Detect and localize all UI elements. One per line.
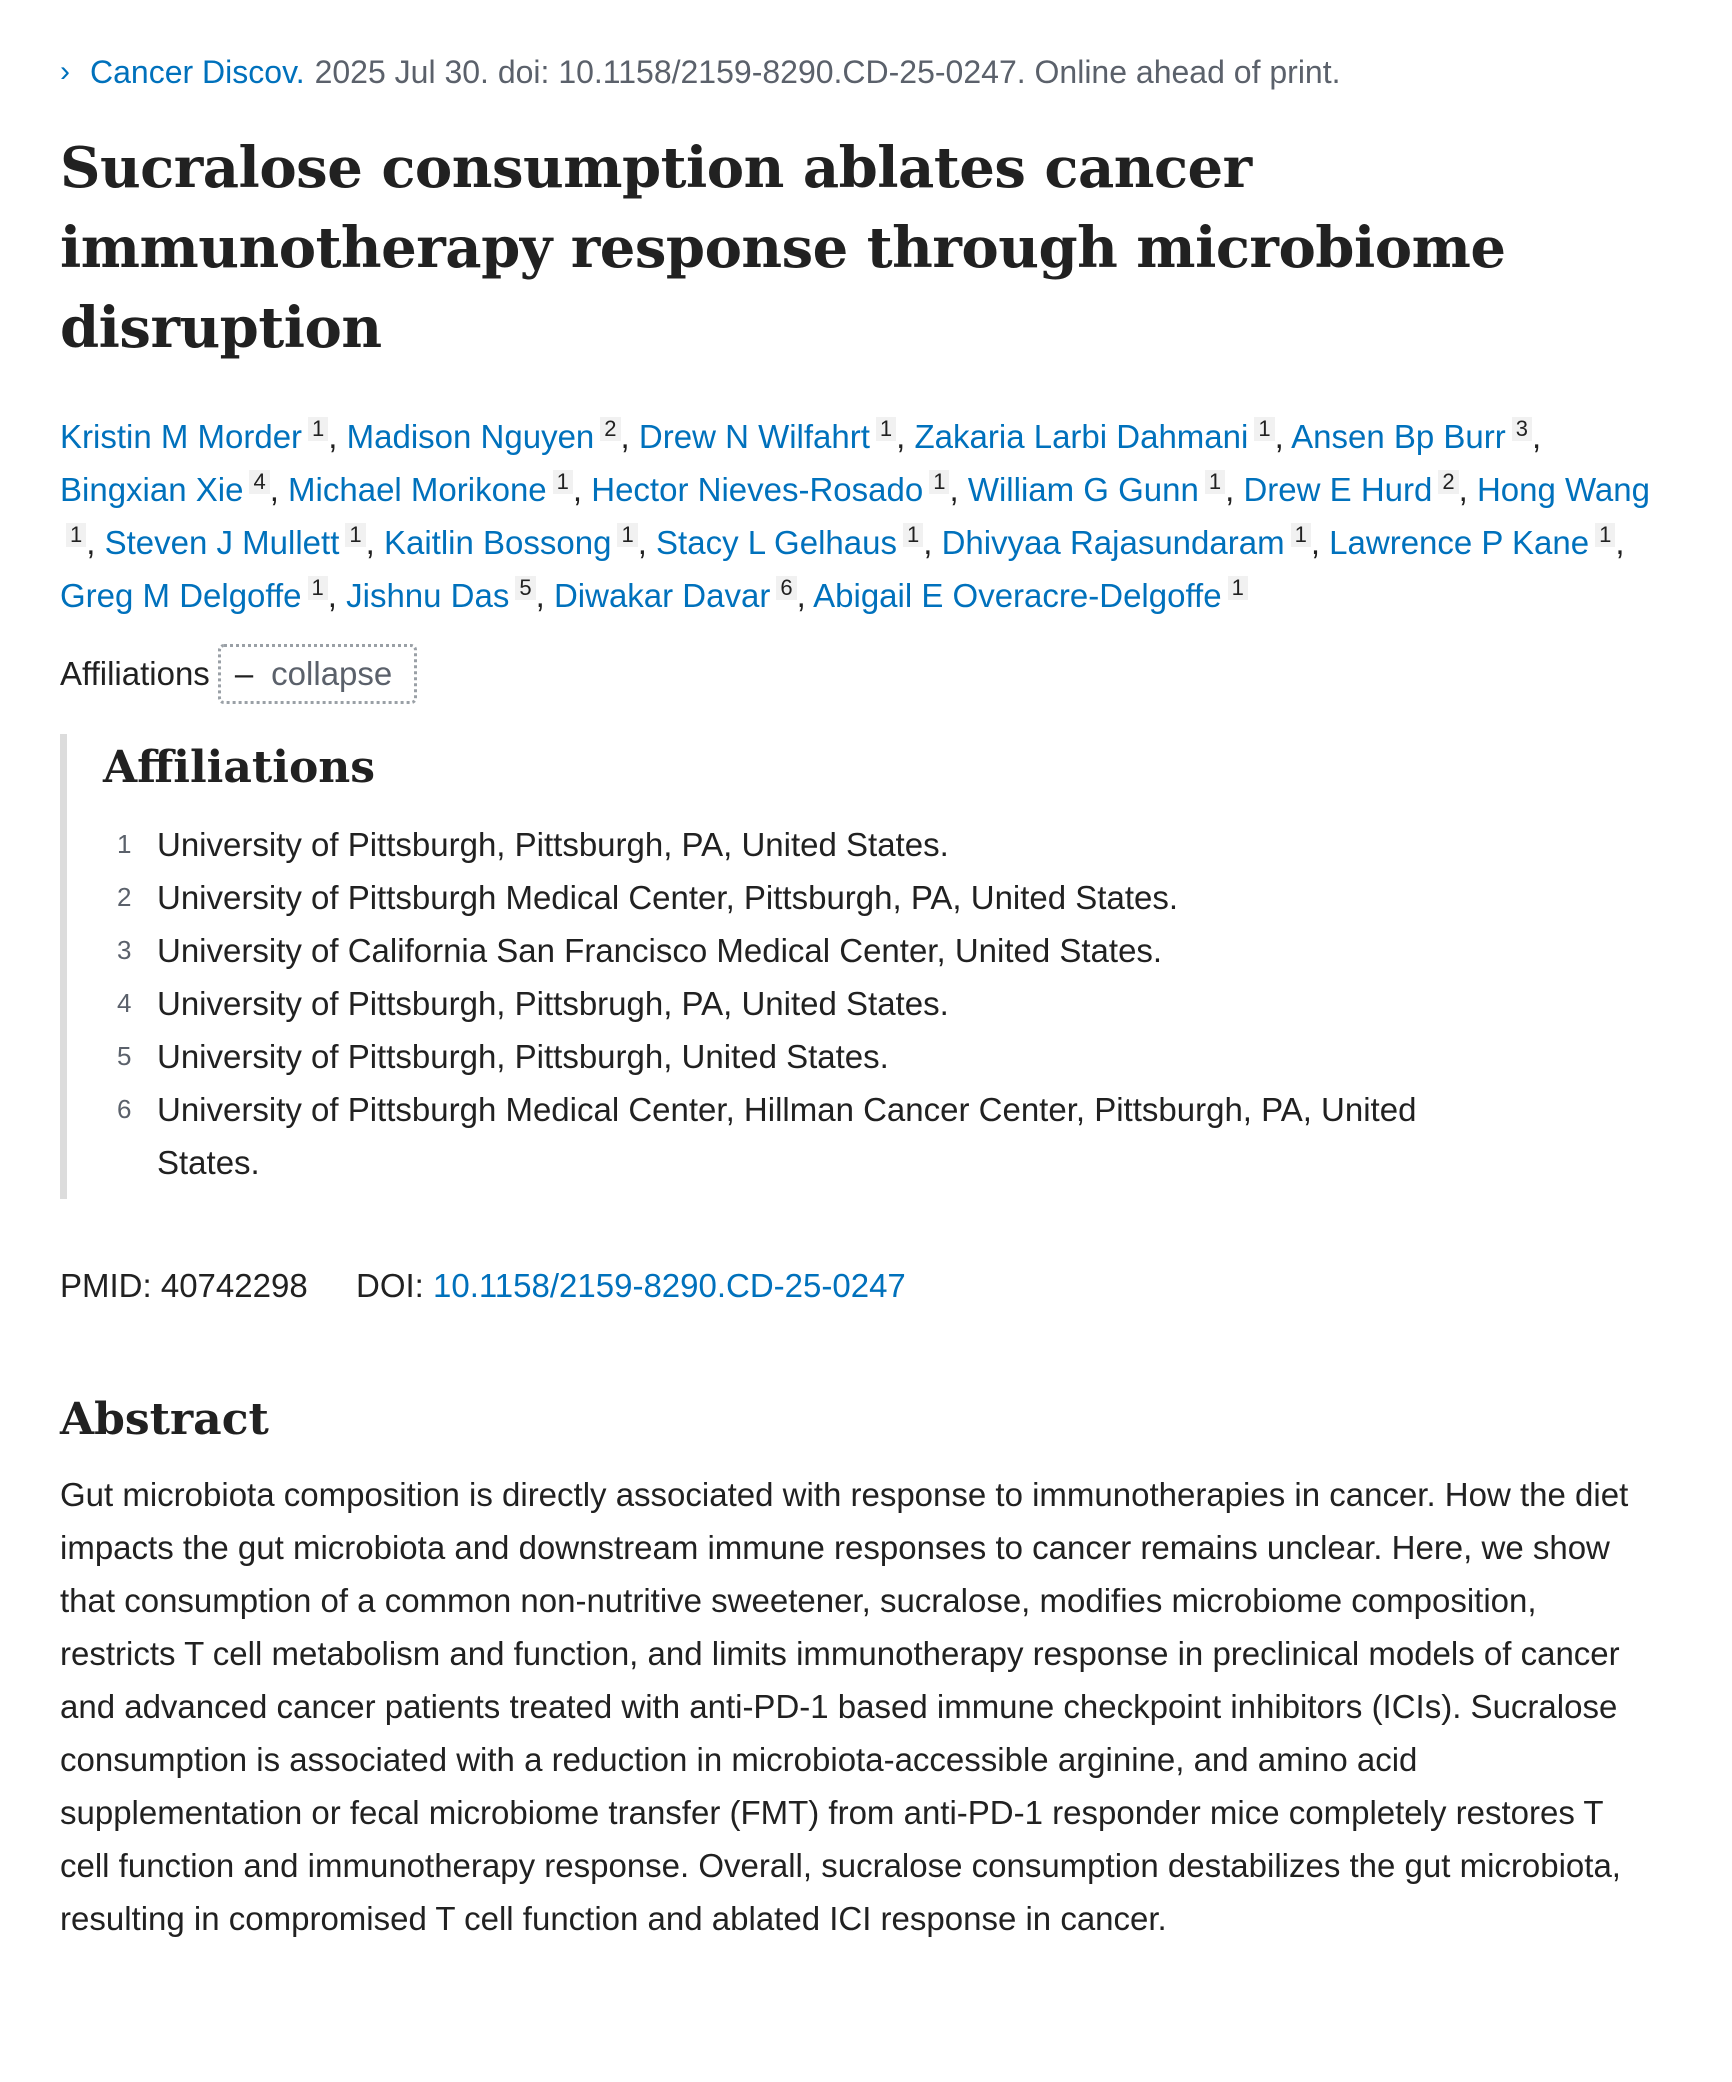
affiliation-ref-button[interactable]: 1 — [1205, 470, 1225, 494]
affiliations-heading: Affiliations — [103, 742, 376, 793]
affiliation-item — [103, 1030, 1563, 1083]
affiliation-ref-button[interactable]: 2 — [600, 417, 620, 441]
author-link[interactable]: Michael Morikone — [288, 471, 547, 508]
affiliation-ref-button[interactable]: 2 — [1438, 470, 1458, 494]
author-entry — [347, 418, 621, 455]
affiliation-ref-button[interactable]: 1 — [1228, 576, 1248, 600]
doi-label: DOI: — [356, 1267, 424, 1304]
abstract-text: Gut microbiota composition is directly associated with response to immunotherapies in cancer. How the diet impacts the gut microbiota and downstream immune responses to cancer remains unclear. Here, we show that consumption of a common non-nutritive sweetener, sucralose, modifies microbiome composition, restricts T cell metabolism and function, and limits immunotherapy response in preclinical models of cancer and advanced cancer patients treated with anti-PD-1 based immune checkpoint inhibitors (ICIs). Sucralose consumption is associated with a reduction in microbiota-accessible arginine, and amino acid supplementation or fecal microbiome transfer (FMT) from anti-PD-1 responder mice completely restores T cell function and immunotherapy response. Overall, sucralose consumption destabilizes the gut microbiota, resulting in compromised T cell function and ablated ICI response in cancer. — [60, 1476, 1629, 1937]
author-link[interactable]: Drew E Hurd — [1243, 471, 1433, 508]
affiliation-ref-button[interactable]: 1 — [66, 523, 86, 547]
minus-icon: – — [234, 655, 254, 692]
author-entry — [554, 577, 797, 614]
pmid-label: PMID: — [60, 1267, 152, 1304]
affiliation-ref-button[interactable]: 3 — [1512, 417, 1532, 441]
author-entry — [915, 418, 1275, 455]
affiliation-text: University of Pittsburgh, Pittsburgh, PA, United States. — [157, 826, 949, 863]
affiliation-text: University of Pittsburgh, Pittsburgh, United States. — [157, 1038, 889, 1075]
author-entry — [60, 471, 270, 508]
pmid-value: 40742298 — [160, 1267, 308, 1304]
author-link[interactable]: Madison Nguyen — [346, 418, 595, 455]
author-link[interactable]: Greg M Delgoffe — [60, 577, 302, 614]
affiliations-label: Affiliations — [60, 655, 210, 692]
author-link[interactable]: Drew N Wilfahrt — [638, 418, 870, 455]
affiliation-number: 3 — [117, 935, 132, 965]
affiliation-ref-button[interactable]: 4 — [249, 470, 269, 494]
affiliations-collapse-button[interactable] — [218, 644, 417, 704]
affiliation-item — [103, 871, 1563, 924]
author-link[interactable]: Kristin M Morder — [60, 418, 303, 455]
affiliation-ref-button[interactable]: 1 — [903, 523, 923, 547]
affiliation-ref-button[interactable]: 1 — [553, 470, 573, 494]
author-link[interactable]: Steven J Mullett — [104, 524, 340, 561]
affiliation-text: University of Pittsburgh Medical Center, Hillman Cancer Center, Pittsburgh, PA, United States. — [157, 1091, 1417, 1181]
affiliation-number: 1 — [117, 829, 132, 859]
affiliations-list — [103, 818, 1563, 1189]
affiliation-ref-button[interactable]: 1 — [308, 576, 328, 600]
chevron-right-icon[interactable]: › — [60, 55, 70, 88]
author-link[interactable]: Diwakar Davar — [553, 577, 771, 614]
author-link[interactable]: Zakaria Larbi Dahmani — [914, 418, 1249, 455]
affiliation-ref-button[interactable]: 1 — [929, 470, 949, 494]
affiliation-number: 4 — [117, 988, 132, 1018]
doi-link[interactable]: 10.1158/2159-8290.CD-25-0247 — [433, 1267, 906, 1304]
affiliations-toggle-row — [60, 644, 1660, 704]
author-entry — [1291, 418, 1532, 455]
affiliation-text: University of Pittsburgh Medical Center, Pittsburgh, PA, United States. — [157, 879, 1179, 916]
author-entry — [1243, 471, 1458, 508]
author-link[interactable]: Ansen Bp Burr — [1291, 418, 1506, 455]
affiliation-ref-button[interactable]: 5 — [515, 576, 535, 600]
author-entry — [591, 471, 949, 508]
affiliation-number: 5 — [117, 1041, 132, 1071]
author-list: Kristin M Morder 1 , Madison Nguyen 2 , Drew N Wilfahrt 1 , Zakaria Larbi Dahmani 1 , Ansen Bp Burr 3 , Bingxian Xie 4 , Michael Morikone 1 , Hector Nieves-Rosado 1 , William G Gunn 1 , Drew E Hurd 2 , Hong Wang1 , Steven J Mullett 1 , Kaitlin Bossong 1 , Stacy L Gelhaus 1 , Dhivyaa Rajasundaram 1 , Lawrence P Kane 1 , Greg M Delgoffe 1 , Jishnu Das 5 , Diwakar Davar 6 , Abigail E Overacre-Delgoffe 1 — [60, 416, 1650, 614]
author-entry — [60, 577, 328, 614]
affiliation-number: 2 — [117, 882, 132, 912]
author-link[interactable]: Lawrence P Kane — [1329, 524, 1590, 561]
author-entry — [656, 524, 923, 561]
affiliations-panel — [60, 734, 1563, 1199]
author-link[interactable]: Kaitlin Bossong — [383, 524, 612, 561]
author-link[interactable]: Hector Nieves-Rosado — [591, 471, 924, 508]
author-link[interactable]: William G Gunn — [967, 471, 1199, 508]
affiliation-text: University of California San Francisco Medical Center, United States. — [157, 932, 1163, 969]
author-entry — [813, 577, 1248, 614]
author-entry — [942, 524, 1311, 561]
article-title: Sucralose consumption ablates cancer immunotherapy response through microbiome disruption — [60, 135, 1506, 361]
affiliation-item — [103, 818, 1563, 871]
affiliation-ref-button[interactable]: 6 — [776, 576, 796, 600]
abstract-heading: Abstract — [60, 1394, 269, 1445]
affiliation-ref-button[interactable]: 1 — [876, 417, 896, 441]
affiliation-text: University of Pittsburgh, Pittsbrugh, PA, United States. — [157, 985, 949, 1022]
author-entry — [105, 524, 366, 561]
journal-link[interactable]: Cancer Discov. — [90, 54, 305, 90]
author-entry — [968, 471, 1225, 508]
author-link[interactable]: Bingxian Xie — [60, 471, 244, 508]
affiliation-ref-button[interactable]: 1 — [345, 523, 365, 547]
affiliation-ref-button[interactable]: 1 — [1254, 417, 1274, 441]
author-link[interactable]: Abigail E Overacre-Delgoffe — [813, 577, 1222, 614]
affiliation-ref-button[interactable]: 1 — [308, 417, 328, 441]
author-entry — [60, 418, 328, 455]
author-entry — [288, 471, 573, 508]
affiliation-item — [103, 924, 1563, 977]
author-link[interactable]: Stacy L Gelhaus — [656, 524, 897, 561]
affiliation-item — [103, 977, 1563, 1030]
citation-details: 2025 Jul 30. doi: 10.1158/2159-8290.CD-25-0247. Online ahead of print. — [314, 54, 1341, 90]
article-identifiers — [60, 1259, 1660, 1312]
author-entry — [639, 418, 896, 455]
citation-line — [60, 44, 1660, 100]
affiliation-ref-button[interactable]: 1 — [1291, 523, 1311, 547]
author-link[interactable]: Hong Wang — [1476, 471, 1650, 508]
author-entry — [346, 577, 536, 614]
author-entry — [384, 524, 638, 561]
affiliation-ref-button[interactable]: 1 — [1595, 523, 1615, 547]
affiliation-item — [103, 1083, 1563, 1189]
affiliation-ref-button[interactable]: 1 — [617, 523, 637, 547]
author-link[interactable]: Jishnu Das — [346, 577, 510, 614]
collapse-label: collapse — [271, 655, 393, 692]
author-link[interactable]: Dhivyaa Rajasundaram — [941, 524, 1285, 561]
affiliation-number: 6 — [117, 1094, 132, 1124]
author-entry — [1329, 524, 1615, 561]
